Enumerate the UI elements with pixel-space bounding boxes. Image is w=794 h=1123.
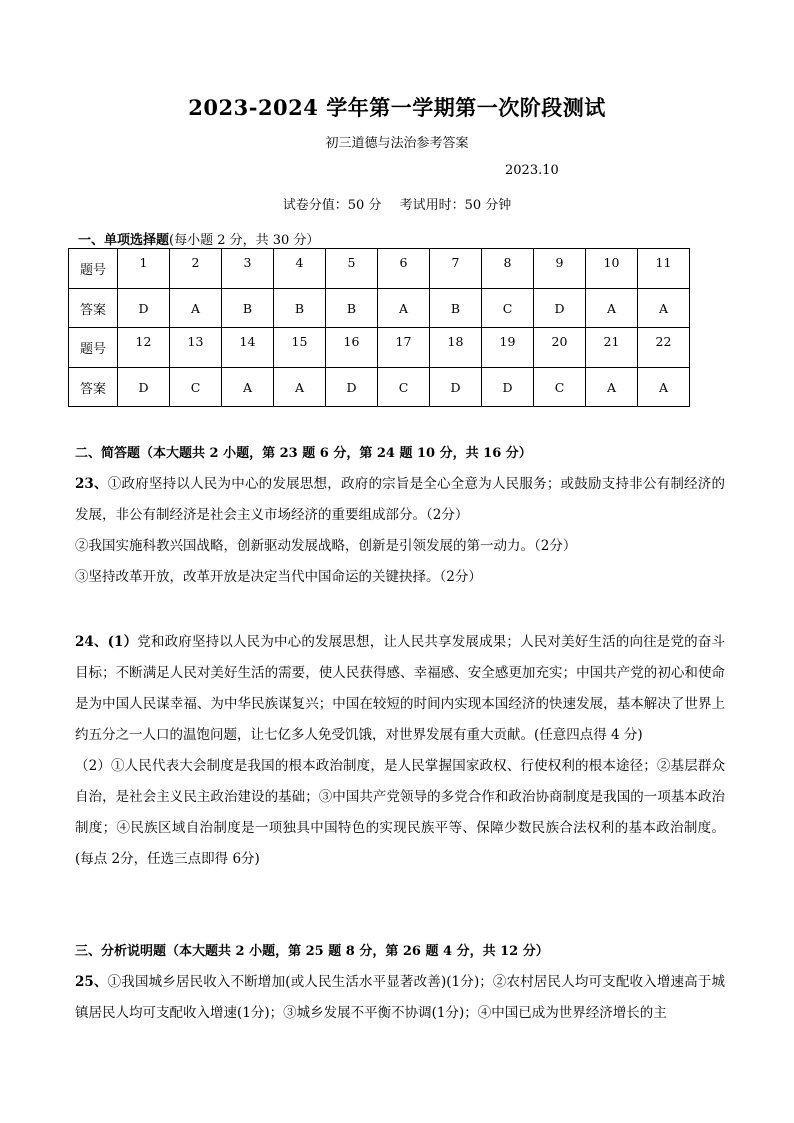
q23-answer-2: ②我国实施科教兴国战略，创新驱动发展战略，创新是引领发展的第一动力。（2分） xyxy=(75,538,577,554)
q24-number: 24、(1） xyxy=(75,634,138,650)
table-cell: A xyxy=(638,368,690,407)
table-cell: A xyxy=(170,289,222,328)
table-cell: 11 xyxy=(638,249,690,289)
table-cell: C xyxy=(482,289,534,328)
answer-table xyxy=(68,248,690,407)
table-cell: B xyxy=(430,289,482,328)
exam-meta xyxy=(0,194,794,213)
table-row-questions-2 xyxy=(69,328,690,368)
table-cell: 20 xyxy=(534,328,586,368)
row-label: 题号 xyxy=(69,249,118,289)
table-cell: 12 xyxy=(118,328,170,368)
row-label: 题号 xyxy=(69,328,118,368)
page-subtitle: 初三道德与法治参考答案 xyxy=(325,136,469,151)
q25-answer-1 xyxy=(75,967,725,1029)
table-cell: D xyxy=(118,368,170,407)
table-cell: D xyxy=(118,289,170,328)
table-cell: C xyxy=(170,368,222,407)
table-row-answers-2 xyxy=(69,368,690,407)
q25-number: 25、 xyxy=(75,974,108,990)
table-cell: 3 xyxy=(222,249,274,289)
table-cell: B xyxy=(222,289,274,328)
table-cell: B xyxy=(326,289,378,328)
table-row-answers-1 xyxy=(69,289,690,328)
q24-answer-2: （2）①人民代表大会制度是我国的根本政治制度，是人民掌握国家政权、行使权利的根本途径；②基层群众自治，是社会主义民主政治建设的基础；③中国共产党领导的多党合作和政治协商制度是我国的一项基本政治制度；④民族区域自治制度是一项独具中国特色的实现民族平等、保障少数民族合法权利的基本政治制度。(每点 2分，任选三点即得 6分) xyxy=(75,758,725,867)
table-cell: A xyxy=(378,289,430,328)
table-cell: A xyxy=(274,368,326,407)
exam-date: 2023.10 xyxy=(505,163,559,178)
section3-heading: 三、分析说明题（本大题共 2 小题，第 25 题 8 分，第 26 题 4 分，共 12 分） xyxy=(75,944,549,959)
q23-number: 23、 xyxy=(75,476,108,492)
table-cell: 14 xyxy=(222,328,274,368)
q24-answer-1 xyxy=(75,627,725,751)
table-cell: 13 xyxy=(170,328,222,368)
section1-note: (每小题 2 分，共 30 分） xyxy=(169,233,320,248)
table-cell: 19 xyxy=(482,328,534,368)
q24-text-1: 党和政府坚持以人民为中心的发展思想，让人民共享发展成果；人民对美好生活的向往是党的奋斗目标；不断满足人民对美好生活的需要，使人民获得感、幸福感、安全感更加充实；中国共产党的初心和使命是为中国人民谋幸福、为中华民族谋复兴；中国在较短的时间内实现本国经济的快速发展，基本解决了世界上约五分之一人口的温饱问题，让七亿多人免受饥饿，对世界发展有重大贡献。(任意四点得 4 分) xyxy=(75,634,725,743)
table-cell: 9 xyxy=(534,249,586,289)
q25-text-1: ①我国城乡居民收入不断增加(或人民生活水平显著改善)(1分)；②农村居民人均可支配收入增速高于城镇居民人均可支配收入增速(1分)；③城乡发展不平衡不协调(1分)；④中国已成为世界经济增长的主 xyxy=(75,974,725,1021)
table-cell: 17 xyxy=(378,328,430,368)
table-cell: 7 xyxy=(430,249,482,289)
table-cell: B xyxy=(274,289,326,328)
table-cell: A xyxy=(638,289,690,328)
row-label: 答案 xyxy=(69,368,118,407)
table-cell: C xyxy=(534,368,586,407)
table-cell: D xyxy=(326,368,378,407)
section2-heading: 二、简答题（本大题共 2 小题，第 23 题 6 分，第 24 题 10 分，共 16 分） xyxy=(75,446,532,461)
table-cell: C xyxy=(378,368,430,407)
table-cell: 22 xyxy=(638,328,690,368)
section3 xyxy=(75,936,725,1029)
table-cell: 1 xyxy=(118,249,170,289)
section2-q24 xyxy=(75,627,725,875)
table-cell: 5 xyxy=(326,249,378,289)
score-info: 试卷分值：50 分 xyxy=(282,198,382,213)
table-cell: A xyxy=(586,368,638,407)
table-cell: A xyxy=(222,368,274,407)
table-cell: 15 xyxy=(274,328,326,368)
table-cell: 4 xyxy=(274,249,326,289)
table-cell: A xyxy=(586,289,638,328)
row-label: 答案 xyxy=(69,289,118,328)
time-info: 考试用时：50 分钟 xyxy=(399,198,512,213)
table-cell: D xyxy=(482,368,534,407)
section2 xyxy=(75,438,725,593)
section1-title: 一、单项选择题 xyxy=(78,233,170,248)
q23-text-1: ①政府坚持以人民为中心的发展思想，政府的宗旨是全心全意为人民服务；或鼓励支持非公有制经济的发展，非公有制经济是社会主义市场经济的重要组成部分。（2分） xyxy=(75,476,725,523)
table-cell: D xyxy=(430,368,482,407)
section1-heading xyxy=(78,229,319,248)
table-cell: 6 xyxy=(378,249,430,289)
table-cell: D xyxy=(534,289,586,328)
table-cell: 21 xyxy=(586,328,638,368)
table-cell: 2 xyxy=(170,249,222,289)
table-cell: 18 xyxy=(430,328,482,368)
table-cell: 8 xyxy=(482,249,534,289)
page-title: 2023-2024 学年第一学期第一次阶段测试 xyxy=(188,95,606,120)
q23-answer-1 xyxy=(75,469,725,531)
table-row-questions-1 xyxy=(69,249,690,289)
q23-answer-3: ③坚持改革开放，改革开放是决定当代中国命运的关键抉择。（2分） xyxy=(75,569,482,585)
table-cell: 16 xyxy=(326,328,378,368)
table-cell: 10 xyxy=(586,249,638,289)
